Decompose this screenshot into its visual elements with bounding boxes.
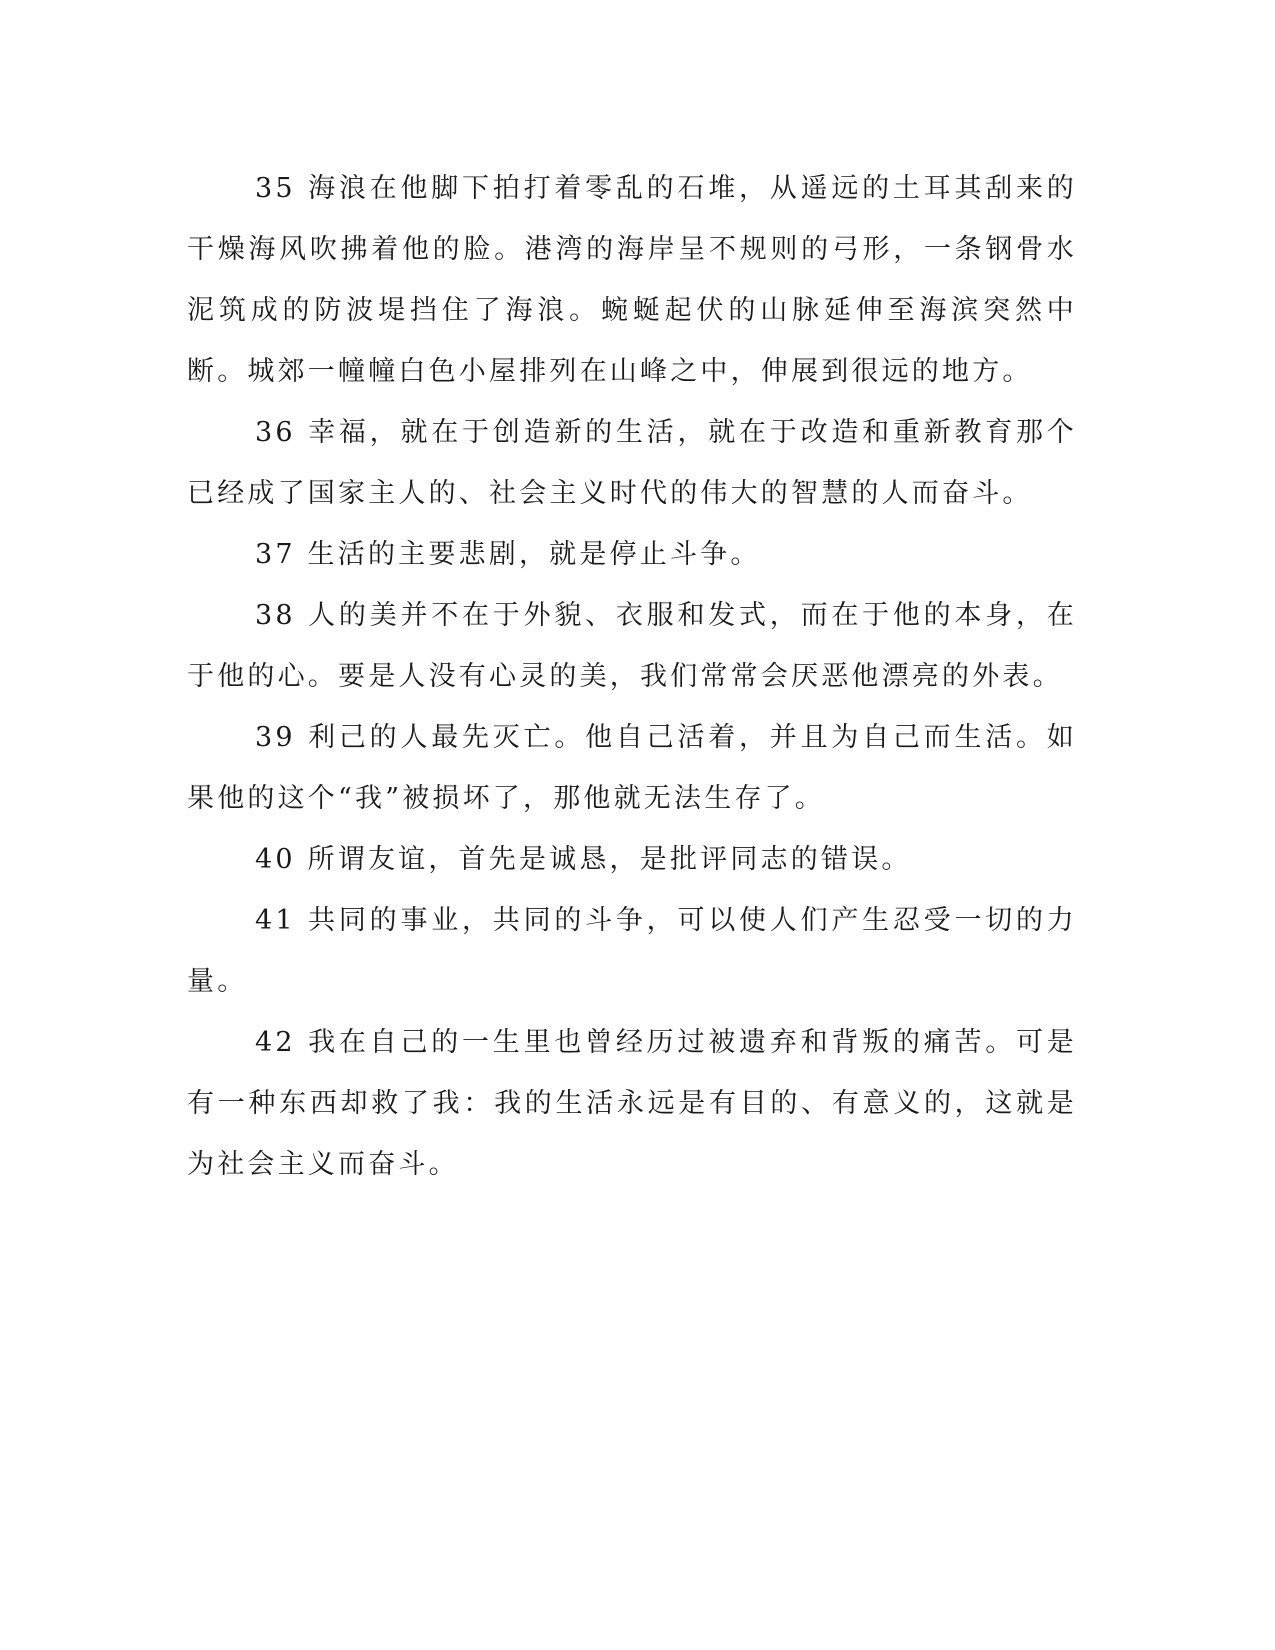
paragraph-41: 41 共同的事业，共同的斗争，可以使人们产生忍受一切的力量。 [187,905,1077,997]
paragraph-37: 37 生活的主要悲剧，就是停止斗争。 [255,539,761,570]
paragraph-40: 40 所谓友谊，首先是诚恳，是批评同志的错误。 [255,844,912,875]
paragraph-35: 35 海浪在他脚下拍打着零乱的石堆，从遥远的土耳其刮来的干燥海风吹拂着他的脸。港湾的海岸呈不规则的弓形，一条钢骨水泥筑成的防波堤挡住了海浪。蜿蜒起伏的山脉延伸至海滨突然中断。城郊一幢幢白色小屋排列在山峰之中，伸展到很远的地方。 [187,173,1077,387]
paragraph-38: 38 人的美并不在于外貌、衣服和发式，而在于他的本身，在于他的心。要是人没有心灵的美，我们常常会厌恶他漂亮的外表。 [187,600,1077,692]
paragraph-42: 42 我在自己的一生里也曾经历过被遗弃和背叛的痛苦。可是有一种东西却救了我：我的生活永远是有目的、有意义的，这就是为社会主义而奋斗。 [187,1027,1077,1180]
paragraph-36: 36 幸福，就在于创造新的生活，就在于改造和重新教育那个已经成了国家主人的、社会主义时代的伟大的智慧的人而奋斗。 [187,417,1077,509]
paragraph-39: 39 利己的人最先灭亡。他自己活着，并且为自己而生活。如果他的这个“我”被损坏了，那他就无法生存了。 [187,722,1077,814]
document-body [187,158,1077,1195]
